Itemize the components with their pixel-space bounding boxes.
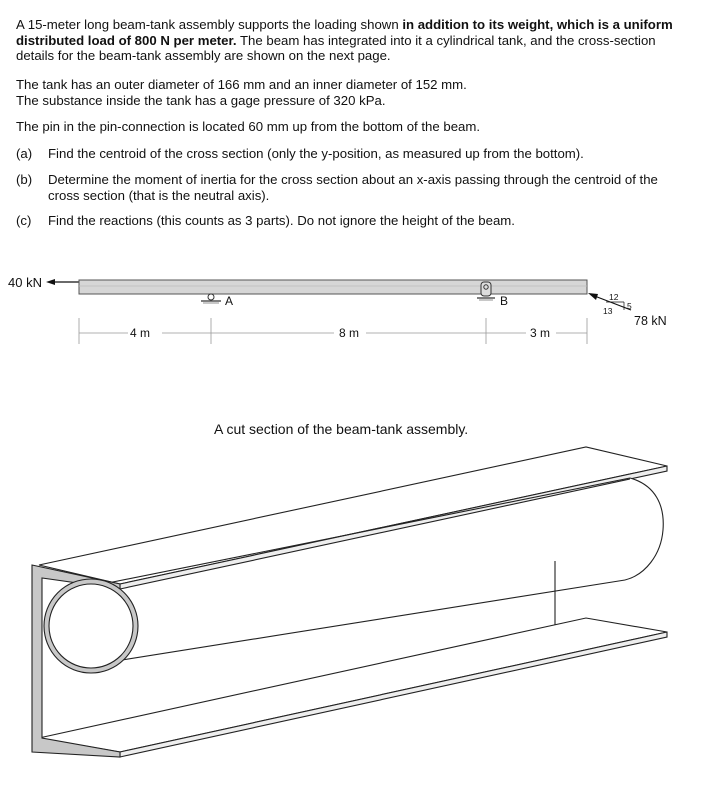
- dimension-3m: 3 m: [530, 326, 551, 340]
- question-label: (c): [16, 213, 32, 228]
- question-text: Find the reactions (this counts as 3 parts). Do not ignore the height of the beam.: [48, 213, 515, 228]
- slope-rise-label: 5: [627, 301, 632, 311]
- beam-tank-3d-drawing: [32, 447, 667, 757]
- right-load-label: 78 kN: [634, 314, 667, 328]
- slope-run-label: 12: [609, 292, 619, 302]
- slope-hyp-label: 13: [603, 306, 613, 316]
- support-b-label: B: [500, 294, 509, 308]
- tank-diameter-text: The tank has an outer diameter of 166 mm and an inner diameter of 152 mm.: [16, 77, 467, 92]
- left-load-label: 40 kN: [8, 275, 42, 290]
- cut-section-caption: A cut section of the beam-tank assembly.: [214, 421, 469, 437]
- question-label: (a): [16, 146, 33, 161]
- question-text: Find the centroid of the cross section (only the y-position, as measured up from the bottom).: [48, 146, 584, 161]
- dimension-4m: 4 m: [130, 326, 151, 340]
- intro-bold-text: in addition to its weight, which is a uniform distributed load of 800 N per meter.: [16, 17, 673, 48]
- intro-text-start: A 15-meter long beam-tank assembly supports the loading shown: [16, 17, 403, 32]
- left-load-arrowhead: [46, 279, 55, 285]
- support-a: [201, 294, 221, 303]
- support-a-label: A: [225, 294, 234, 308]
- pin-location-text: The pin in the pin-connection is located 60 mm up from the bottom of the beam.: [16, 119, 481, 134]
- intro-text-end: The beam has integrated into it a cylindrical tank, and the cross-section details for the beam-tank assembly are shown on the next page.: [16, 32, 656, 63]
- dimension-8m: 8 m: [339, 326, 360, 340]
- question-label: (b): [16, 172, 33, 187]
- tank-pressure-text: The substance inside the tank has a gage pressure of 320 kPa.: [16, 92, 386, 108]
- right-load-arrowhead: [588, 293, 598, 300]
- dimension-lines: [79, 318, 587, 344]
- beam: [79, 280, 587, 294]
- question-text: Determine the moment of inertia for the cross section about an x-axis passing through the centroid of the cross section (that is the neutral axis).: [48, 172, 658, 203]
